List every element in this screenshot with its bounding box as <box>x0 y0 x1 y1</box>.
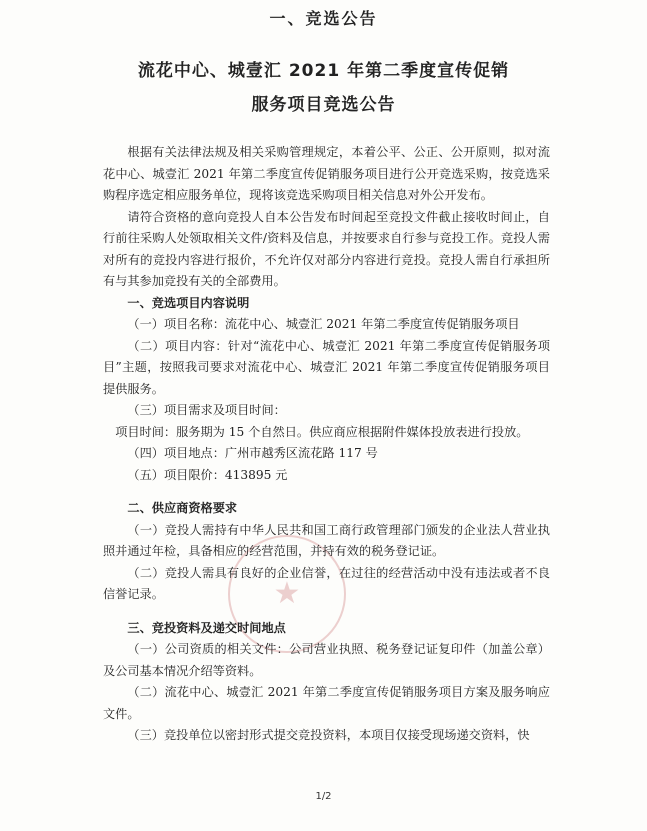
document-header: 一、竞选公告 <box>269 9 378 28</box>
section-2-item: （二）竞投人需具有良好的企业信誉，在过往的经营活动中没有违法或者不良信誉记录。 <box>103 565 550 601</box>
intro-paragraph: 根据有关法律法规及相关采购管理规定，本着公平、公正、公开原则，拟对流花中心、城壹汇 2021 年第二季度宣传促销服务项目进行公开竞选采购，按竞选采购程序选定相应服务单位，现将该竞选采购项目相关信息对外公开发布。 <box>103 145 550 202</box>
section-1-item: 项目时间：服务期为 15 个自然日。供应商应根据附件媒体投放表进行投放。 <box>115 424 529 439</box>
section-3-item: （二）流花中心、城壹汇 2021 年第二季度宣传促销服务项目方案及服务响应文件。 <box>103 685 550 721</box>
official-seal: ★ <box>228 535 346 653</box>
section-1-item: （二）项目内容：针对“流花中心、城壹汇 2021 年第二季度宣传促销服务项目”主题，按照我司要求对流花中心、城壹汇 2021 年第二季度宣传促销服务项目提供服务。 <box>103 338 550 396</box>
section-1-item: （四）项目地点：广州市越秀区流花路 117 号 <box>127 446 378 460</box>
section-2-item: （一）竞投人需持有中华人民共和国工商行政管理部门颁发的企业法人营业执照并通过年检，具备相应的经营范围，并持有效的税务登记证。 <box>103 522 550 558</box>
section-3-item: （三）竞投单位以密封形式提交竞投资料，本项目仅接受现场递交资料，快 <box>127 728 530 742</box>
section-1-item: （三）项目需求及项目时间： <box>127 403 286 417</box>
section-3-heading: 三、竞投资料及递交时间地点 <box>127 620 286 635</box>
section-3-item: （一）公司资质的相关文件：公司营业执照、税务登记证复印件（加盖公章）及公司基本情况介绍等资料。 <box>103 642 550 678</box>
title-line-2: 服务项目竞选公告 <box>251 95 396 115</box>
section-1-item: （一）项目名称：流花中心、城壹汇 2021 年第二季度宣传促销服务项目 <box>127 317 520 331</box>
section-1-heading: 一、竞选项目内容说明 <box>127 295 250 310</box>
section-2-heading: 二、供应商资格要求 <box>127 501 238 515</box>
intro-paragraph: 请符合资格的意向竞投人自本公告发布时间起至竞投文件截止接收时间止，自行前往采购人处领取相关文件/资料及信息，并按要求自行参与竞投工作。竞投人需对所有的竞投内容进行报价，不允许仅对部分内容进行竞投。竞投人需自行承担所有与其参加竞投有关的全部费用。 <box>103 209 550 288</box>
title-line-1: 流花中心、城壹汇 2021 年第二季度宣传促销 <box>137 61 510 81</box>
document-body <box>103 142 550 747</box>
page-number: 1/2 <box>315 791 332 802</box>
section-1-item: （五）项目限价：413895 元 <box>127 467 288 482</box>
